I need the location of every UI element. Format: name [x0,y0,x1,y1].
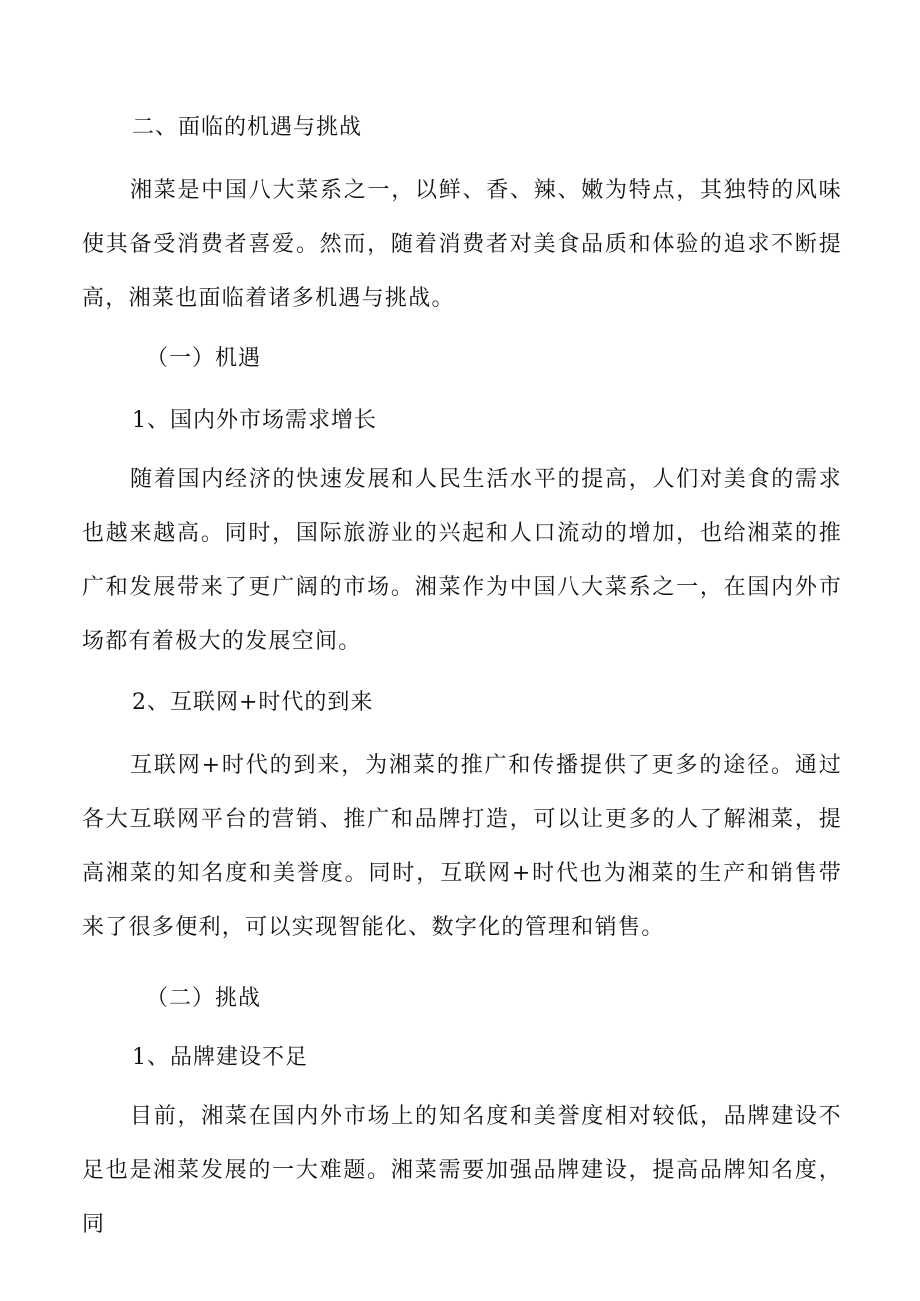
section-heading-main: 二、面临的机遇与挑战 [132,115,363,140]
item-heading-internet-plus: 2、互联网+时代的到来 [132,690,374,715]
intro-paragraph: 湘菜是中国八大菜系之一，以鲜、香、辣、嫩为特点，其独特的风味使其备受消费者喜爱。然而，随着消费者对美食品质和体验的追求不断提高，湘菜也面临着诸多机遇与挑战。 [82,178,842,311]
item-heading-market-demand: 1、国内外市场需求增长 [132,408,377,433]
market-demand-paragraph: 随着国内经济的快速发展和人民生活水平的提高，人们对美食的需求也越来越高。同时，国际旅游业的兴起和人口流动的增加，也给湘菜的推广和发展带来了更广阔的市场。湘菜作为中国八大菜系之一，在国内外市场都有着极大的发展空间。 [82,467,842,654]
item-heading-brand-building: 1、品牌建设不足 [132,1045,308,1070]
subsection-heading-opportunities: （一）机遇 [146,346,262,371]
brand-building-paragraph: 目前，湘菜在国内外市场上的知名度和美誉度相对较低，品牌建设不足也是湘菜发展的一大难题。湘菜需要加强品牌建设，提高品牌知名度，同 [82,1104,842,1237]
subsection-heading-challenges: （二）挑战 [146,986,262,1011]
internet-plus-paragraph: 互联网+时代的到来，为湘菜的推广和传播提供了更多的途径。通过各大互联网平台的营销、推广和品牌打造，可以让更多的人了解湘菜，提高湘菜的知名度和美誉度。同时，互联网+时代也为湘菜的生产和销售带来了很多便利，可以实现智能化、数字化的管理和销售。 [82,753,842,940]
